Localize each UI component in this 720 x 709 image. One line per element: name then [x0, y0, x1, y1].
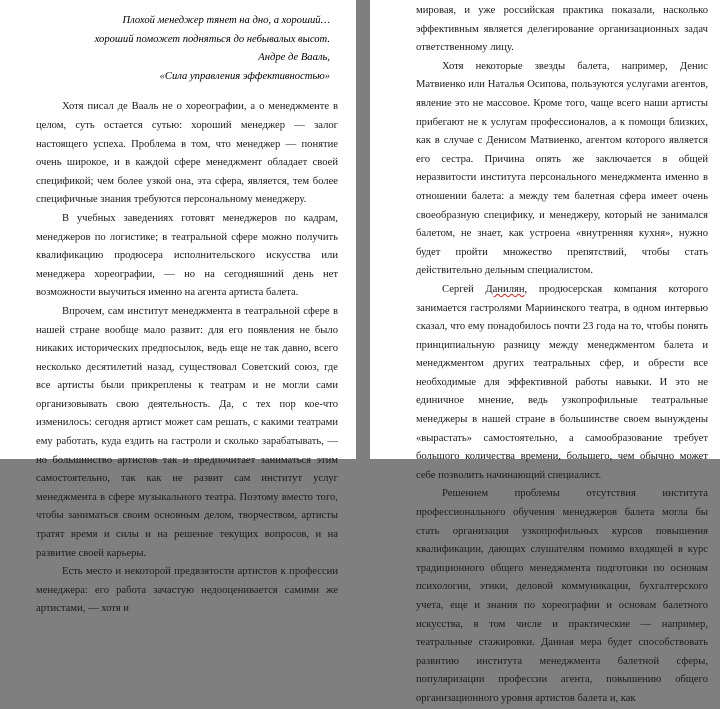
paragraph: Хотя некоторые звезды балета, например, Денис Матвиенко или Наталья Осипова, пользуются услугами агентов, явление это не массовое. Кроме того, чаще всего наши артисты прибегают не к услугам профессионалов, а к помощи близких, как в случае с Денисом Матвиенко, агентом которого является его сестра. Причина опять же заключается в общей неразвитости института персонального менеджмента именно в отношении балета: а между тем балетная сфера имеет очень своеобразную специфику, и менеджеру, который не занимался балетом, не знает, как устроена «внутренняя кухня», нужно будет пройти множество препятствий, чтобы стать действительно дельным специалистом.: [416, 60, 708, 277]
epigraph-line: хороший поможет подняться до небывалых высот.: [94, 33, 330, 45]
paragraph: Решением проблемы отсутствия института профессионального обучения менеджеров балета могла бы стать организация узкопрофильных курсов повышения квалификации, дающих слушателям помимо входящей в курс традиционного общего менеджмента подготовки по основам психологии, этики, деловой коммуникации, бухгалтерского учета, еще и знания по хореографии и основам балетного искусства, в том числе и практические — например, театральные стажировки. Данная мера будет способствовать развитию института менеджмента балетной сферы, популяризации профессии агента, повышению общего организационного уровня артистов балета и, как: [416, 488, 708, 704]
paragraph: Хотя писал де Вааль не о хореографии, а о менеджменте в целом, суть остается сутью: хороший менеджер — залог настоящего успеха. Проблема в том, что менеджер — понятие очень широкое, и в каждой сфере менеджмент обладает своей спецификой; чем более узкой она, эта сфера, является, тем более специфичные знания требуются персональному менеджеру.: [36, 101, 338, 206]
epigraph-source: «Сила управления эффективностью»: [159, 70, 330, 82]
spellcheck-underlined-word[interactable]: Данилян: [485, 283, 525, 295]
paragraph: В учебных заведениях готовят менеджеров по кадрам, менеджеров по логистике; в театральной сфере можно получить квалификацию продюсера исполнительского искусства или менеджера хореографии, — но на сегодняшний день нет возможности выучиться именно на агента артиста балета.: [36, 212, 338, 299]
paragraph: [416, 281, 708, 486]
document-page-left: [0, 0, 356, 615]
right-body-text: [416, 2, 708, 709]
epigraph-line: Плохой менеджер тянет на дно, а хороший…: [122, 15, 330, 26]
paragraph-continuation: мировая, и уже российская практика показали, насколько эффективным является делегирование организационных задач ответственному лицу.: [416, 5, 708, 54]
epigraph-author: Андре де Вааль,: [258, 52, 330, 64]
document-page-right: [370, 0, 720, 704]
page-gap: [356, 0, 370, 459]
paragraph: Впрочем, сам институт менеджмента в театральной сфере в нашей стране вообще мало развит: для его появления не было никаких исторических предпосылок, ведь еще не так давно, всего несколько десятилетий назад, существовал Советский союз, где все артисты были прикреплены к театрам и не могли сами организовывать свою деятельность. Да, с тех пор кое-что изменилось: сегодня артист может сам решать, с какими театрами ему работать, куда ездить на гастроли и сколько зарабатывать, — но большинство артистов так и предпочитает заниматься этим самостоятельно, так как не развит сам институт услуг менеджмента в сфере музыкального театра. Поэтому вместо того, чтобы заниматься своим основным делом, творчеством, артисты тратят время и силы и на решение текущих вопросов, и на развитие своей карьеры.: [36, 305, 338, 559]
left-body-text: [36, 98, 338, 619]
paragraph: Есть место и некоторой предвзятости артистов к профессии менеджера: его работа зачастую недооценивается самими же артистами, — хотя и: [36, 566, 338, 615]
text-run: Сергей: [442, 283, 486, 295]
text-run: , продюсерская компания которого занимается гастролями Мариинского театра, в одном интервью сказал, что ему понадобилось почти 23 года на то, чтобы понять принципиальную разницу между менеджментом балета и менеджментом других театральных сфер, и обрести все необходимые для эффективной работы навыки. И это не единичное мнение, ведь узкопрофильные театральные менеджеры в нашей стране в большинстве своем вынуждены «вырастать» самостоятельно, а самообразование требует большого количества времени, большего, чем обычно может себе позволить начинающий специалист.: [416, 283, 708, 481]
epigraph: [36, 12, 330, 86]
